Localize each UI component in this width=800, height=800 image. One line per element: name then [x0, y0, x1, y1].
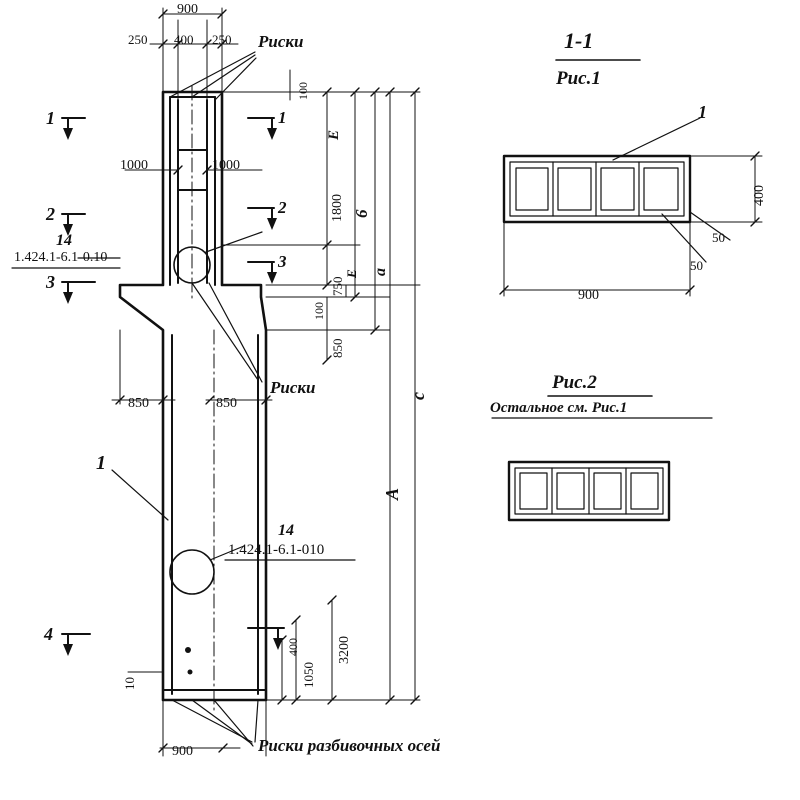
dim-edge-10: 10 — [122, 677, 137, 690]
dim-right-1000: 1000 — [212, 158, 240, 173]
section-mark-3-right: 3 — [278, 252, 287, 271]
callout-bottom-number: 14 — [278, 522, 294, 539]
dim-left-1000: 1000 — [120, 158, 148, 173]
dim-fig1-offset-a: 50 — [712, 230, 725, 245]
note-riski-mid: Риски — [270, 378, 316, 397]
section-mark-2: 2 — [46, 204, 55, 224]
figure-caption-fig1: Рис.1 — [556, 68, 601, 89]
dim-v-1050: 1050 — [301, 662, 316, 688]
dim-fig1-height: 400 — [752, 185, 767, 206]
dim-v-850: 850 — [330, 338, 345, 358]
callout-top-number: 14 — [56, 232, 72, 249]
section-mark-2-right: 2 — [278, 198, 287, 217]
dim-v-E2: E — [344, 269, 359, 278]
section-mark-1: 1 — [46, 108, 55, 128]
dim-v-1800: 1800 — [330, 194, 345, 222]
section-mark-3: 3 — [46, 272, 55, 292]
dim-v-A: A — [382, 487, 402, 500]
dim-v-a: a — [372, 268, 389, 276]
dim-fig1-width: 900 — [578, 288, 599, 303]
dim-top-left: 250 — [128, 32, 148, 47]
dim-v-E: E — [326, 129, 342, 140]
figure-note-fig2: Остальное см. Рис.1 — [490, 400, 628, 416]
dim-v-100-top: 100 — [296, 82, 310, 100]
leader-number-1-fig1: 1 — [698, 102, 707, 122]
dim-v-6: 6 — [352, 209, 371, 218]
callout-bottom-code: 1.424.1-6.1-010 — [228, 542, 325, 558]
dim-right-850: 850 — [216, 396, 237, 411]
dim-v-3200: 3200 — [337, 636, 352, 664]
dim-v-100-mid: 100 — [312, 302, 326, 320]
dim-top-mid: 400 — [174, 32, 194, 47]
dim-top-total: 900 — [177, 2, 198, 17]
figure-caption-fig2: Рис.2 — [552, 372, 597, 393]
dim-fig1-offset-b: 50 — [690, 258, 703, 273]
figure-title-1-1: 1-1 — [564, 28, 594, 53]
note-riski-top: Риски — [258, 32, 304, 51]
section-mark-1-right: 1 — [278, 108, 287, 127]
callout-top-code: 1.424.1-6.1-0.10 — [14, 250, 108, 265]
dim-top-right: 250 — [212, 32, 232, 47]
section-mark-4: 4 — [44, 624, 53, 644]
dim-v-400: 400 — [286, 638, 300, 656]
dim-left-850: 850 — [128, 396, 149, 411]
dim-v-750: 750 — [330, 276, 345, 296]
dim-bottom-900: 900 — [172, 744, 193, 759]
note-riski-bottom: Рискu разбивочных осей — [258, 736, 441, 755]
dim-v-c: c — [408, 392, 428, 400]
leader-number-1-left: 1 — [96, 452, 106, 474]
